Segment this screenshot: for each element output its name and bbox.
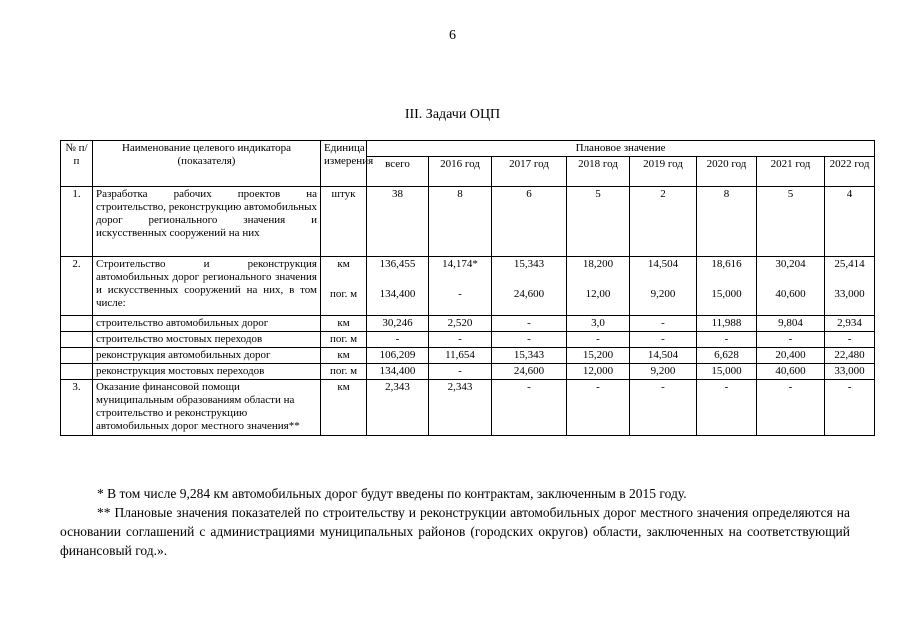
row2-value-km: 14,504 — [630, 257, 697, 288]
subrow-value: 33,000 — [825, 364, 875, 380]
header-year-2019: 2019 год — [630, 157, 697, 187]
subrow-value: 2,520 — [429, 316, 492, 332]
table-subrow — [61, 332, 875, 348]
header-num: № п/п — [61, 141, 93, 187]
row3-value: - — [567, 380, 630, 436]
indicators-table — [60, 140, 875, 436]
row1-value: 5 — [567, 187, 630, 257]
subrow-num-empty — [61, 316, 93, 332]
row2-value-m: 33,000 — [825, 287, 875, 316]
row2-value-km: 14,174* — [429, 257, 492, 288]
row1-value: 4 — [825, 187, 875, 257]
page-number: 6 — [449, 28, 456, 43]
subrow-value: - — [492, 332, 567, 348]
subrow-value: - — [757, 332, 825, 348]
header-year-2017: 2017 год — [492, 157, 567, 187]
subrow-value: 9,200 — [630, 364, 697, 380]
row2-num: 2. — [61, 257, 93, 316]
subrow-value: 30,246 — [367, 316, 429, 332]
header-year-2018: 2018 год — [567, 157, 630, 187]
subrow-unit: км — [321, 316, 367, 332]
row2-unit-km: км — [321, 257, 367, 288]
subrow-value: - — [367, 332, 429, 348]
subrow-value: 11,988 — [697, 316, 757, 332]
row3-unit: км — [321, 380, 367, 436]
table-subrow — [61, 348, 875, 364]
subrow-value: - — [429, 332, 492, 348]
row3-value: - — [697, 380, 757, 436]
table-row-1 — [61, 187, 875, 257]
row2-value-km: 30,204 — [757, 257, 825, 288]
table-subrow — [61, 364, 875, 380]
row2-value-km: 15,343 — [492, 257, 567, 288]
row2-value-m: 134,400 — [367, 287, 429, 316]
row2-value-m: 24,600 — [492, 287, 567, 316]
subrow-num-empty — [61, 348, 93, 364]
subrow-name: реконструкция мостовых переходов — [93, 364, 321, 380]
subrow-value: 106,209 — [367, 348, 429, 364]
subrow-unit: пог. м — [321, 332, 367, 348]
subrow-value: 9,804 — [757, 316, 825, 332]
footnote-1: * В том числе 9,284 км автомобильных дорог будут введены по контрактам, заключенным в 2015 году. — [97, 486, 687, 501]
subrow-unit: км — [321, 348, 367, 364]
row2-unit-m: пог. м — [321, 287, 367, 316]
row2-value-m: 12,00 — [567, 287, 630, 316]
row1-value: 8 — [429, 187, 492, 257]
row2-value-km: 136,455 — [367, 257, 429, 288]
row3-value: - — [630, 380, 697, 436]
subrow-name: реконструкция автомобильных дорог — [93, 348, 321, 364]
header-year-2016: 2016 год — [429, 157, 492, 187]
section-title: III. Задачи ОЦП — [404, 107, 501, 122]
row3-value: 2,343 — [367, 380, 429, 436]
subrow-value: 40,600 — [757, 364, 825, 380]
row3-value: - — [492, 380, 567, 436]
subrow-value: - — [630, 332, 697, 348]
subrow-value: - — [630, 316, 697, 332]
row2-name: Строительство и реконструкция автомобильных дорог регионального значения и искусственных сооружений на них, в том числе: — [93, 257, 321, 316]
subrow-value: 3,0 — [567, 316, 630, 332]
row1-value: 8 — [697, 187, 757, 257]
row2-value-km: 25,414 — [825, 257, 875, 288]
row2-value-km: 18,200 — [567, 257, 630, 288]
subrow-value: 24,600 — [492, 364, 567, 380]
subrow-value: - — [429, 364, 492, 380]
row1-value: 6 — [492, 187, 567, 257]
subrow-value: 6,628 — [697, 348, 757, 364]
table-row-2 — [61, 257, 875, 288]
table-row-3 — [61, 380, 875, 436]
header-row-1 — [61, 141, 875, 157]
header-year-2022: 2022 год — [825, 157, 875, 187]
table-subrow — [61, 316, 875, 332]
subrow-value: 15,200 — [567, 348, 630, 364]
subrow-value: - — [492, 316, 567, 332]
row2-value-m: 9,200 — [630, 287, 697, 316]
row3-value: - — [757, 380, 825, 436]
header-unit: Единица измерения — [321, 141, 367, 187]
row2-value-m: 15,000 — [697, 287, 757, 316]
row1-value: 5 — [757, 187, 825, 257]
row1-unit: штук — [321, 187, 367, 257]
row3-name: Оказание финансовой помощи муниципальным образованиям области на строительство и реконструкцию автомобильных дорог местного значения** — [93, 380, 321, 436]
row2-value-m: - — [429, 287, 492, 316]
header-planned: Плановое значение — [367, 141, 875, 157]
row3-value: 2,343 — [429, 380, 492, 436]
row3-value: - — [825, 380, 875, 436]
subrow-value: 11,654 — [429, 348, 492, 364]
subrow-name: строительство мостовых переходов — [93, 332, 321, 348]
footnote-2: ** Плановые значения показателей по строительству и реконструкции автомобильных дорог местного значения определяются на основании соглашений с администрациями муниципальных районов (городских округов) области, заключенных на соответствующий финансовый год.». — [60, 505, 850, 558]
subrow-value: 20,400 — [757, 348, 825, 364]
row2-value-m: 40,600 — [757, 287, 825, 316]
subrow-value: 12,000 — [567, 364, 630, 380]
row1-num: 1. — [61, 187, 93, 257]
header-year-2020: 2020 год — [697, 157, 757, 187]
subrow-value: 134,400 — [367, 364, 429, 380]
subrow-value: - — [825, 332, 875, 348]
subrow-value: - — [697, 332, 757, 348]
header-year-2021: 2021 год — [757, 157, 825, 187]
header-name: Наименование целевого индикатора (показателя) — [93, 141, 321, 187]
subrow-value: 15,000 — [697, 364, 757, 380]
subrow-value: 14,504 — [630, 348, 697, 364]
subrow-num-empty — [61, 364, 93, 380]
row1-value: 2 — [630, 187, 697, 257]
row1-name: Разработка рабочих проектов на строительство, реконструкцию автомобильных дорог регионального значения и искусственных сооружений на них — [93, 187, 321, 257]
subrow-value: 2,934 — [825, 316, 875, 332]
footnotes — [60, 484, 850, 560]
subrow-unit: пог. м — [321, 364, 367, 380]
subrow-value: 22,480 — [825, 348, 875, 364]
row3-num: 3. — [61, 380, 93, 436]
subrow-name: строительство автомобильных дорог — [93, 316, 321, 332]
subrow-value: 15,343 — [492, 348, 567, 364]
subrow-value: - — [567, 332, 630, 348]
row2-value-km: 18,616 — [697, 257, 757, 288]
row1-value: 38 — [367, 187, 429, 257]
subrow-num-empty — [61, 332, 93, 348]
header-total: всего — [367, 157, 429, 187]
